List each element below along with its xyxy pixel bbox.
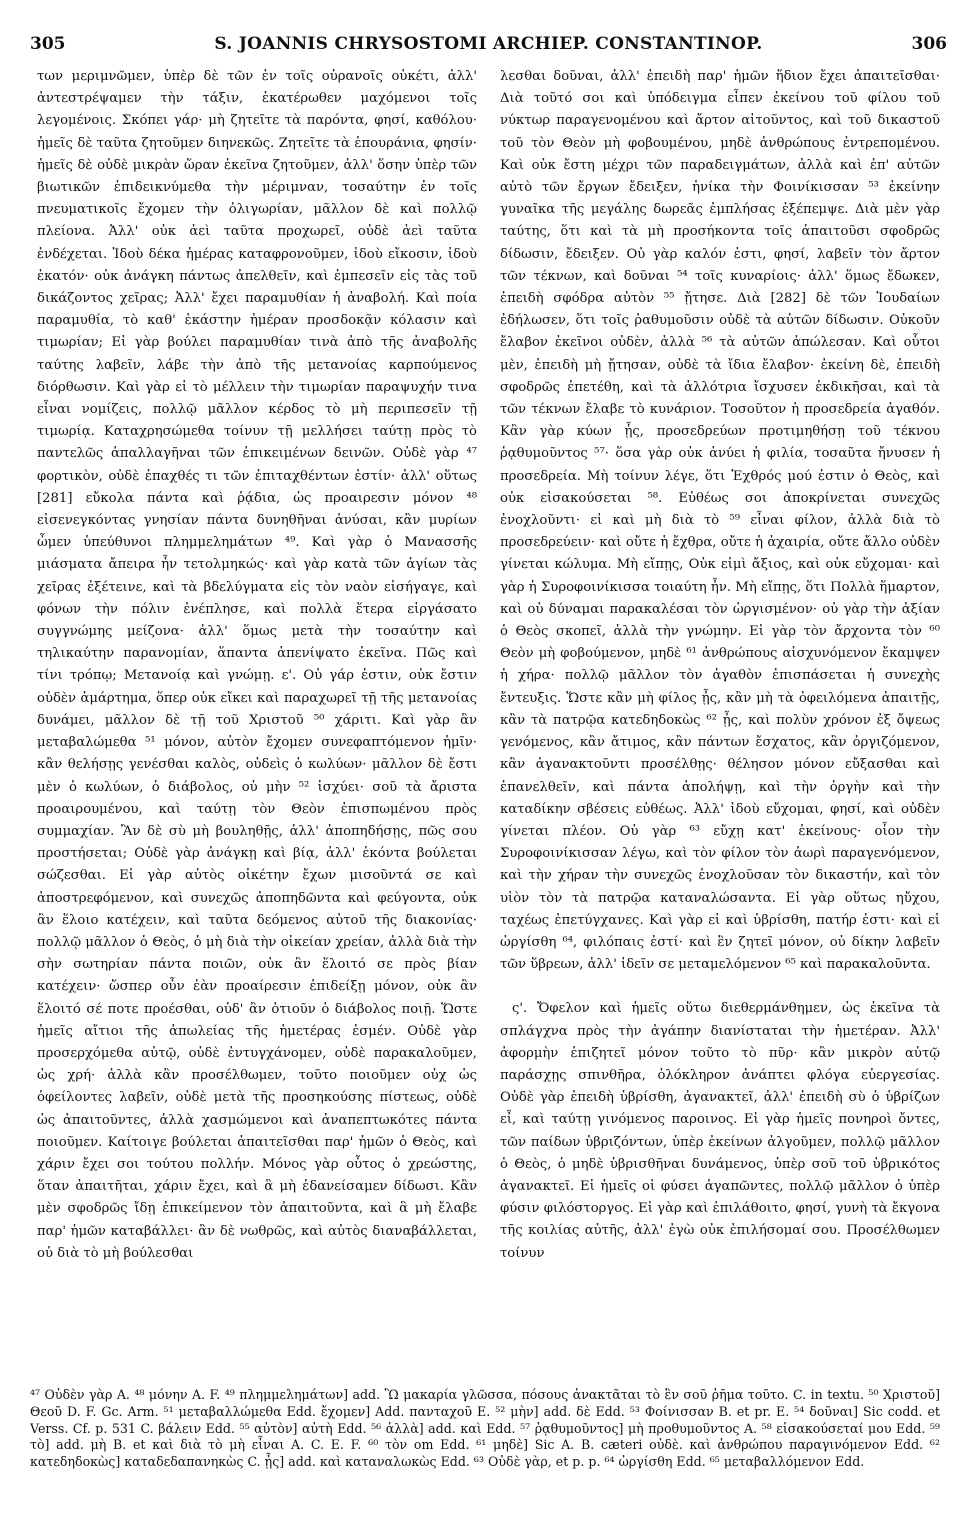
right-text-column (500, 66, 940, 1383)
footnotes-text: ⁴⁷ Οὐδὲν γὰρ A. ⁴⁸ μόνην A. F. ⁴⁹ πλημμελημάτων] add. Ὢ μακαρία γλῶσσα, πόσους ἀνακτᾶται τὸ ἓν σοῦ ῥῆμα τοῦτο. C. in textu. ⁵⁰ Χριστοῦ] Θεοῦ D. F. Gc. Arm. ⁵¹ μεταβαλλώμεθα Edd. ἔχομεν] Add. πανταχοῦ E. ⁵² μὴν] add. δὲ Edd. ⁵³ Φοίνισσαν B. et pr. E. ⁵⁴ δοῦναι] Sic codd. et Verss. Cf. p. 531 C. βάλειν Edd. ⁵⁵ αὐτὸν] αὐτὴ Edd. ⁵⁶ ἀλλὰ] add. καὶ Edd. ⁵⁷ ῥᾳθυμοῦντος] μὴ προθυμοῦντος A. ⁵⁸ εἰσακούσεταί μου Edd. ⁵⁹ τὸ] add. μὴ B. et καὶ διὰ τὸ μὴ εἶναι A. C. E. F. ⁶⁰ τὸν om Edd. ⁶¹ μηδὲ] Sic A. B. cæteri οὐδὲ. καὶ ἀνθρώπου παραγινόμενον Edd. ⁶² κατεδηδοκὼς] καταδεδαπανηκὼς C. ᾖς] add. καὶ καταναλωκὼς Edd. ⁶³ Οὐδὲ γὰρ, et p. p. ⁶⁴ ὠργίσθη Edd. ⁶⁵ μεταβαλλόμενον Edd. (30, 1387, 940, 1470)
right-column-text: λεσθαι δοῦναι, ἀλλ' ἐπειδὴ παρ' ἡμῶν ἥδιον ἔχει ἀπαιτεῖσθαι· Διὰ τοῦτό σοι καὶ ὑπόδειγμα εἶπεν ἐκείνου τοῦ φίλου τοῦ νύκτωρ παραγενομένου καὶ ἄρτον αἰτοῦντος, καὶ τοῦ δικαστοῦ τοῦ τὸν Θεὸν μὴ φοβουμένου, μηδὲ ἀνθρώπους ἐντρεπομένου. Καὶ οὐκ ἔστη μέχρι τῶν παραδειγμάτων, ἀλλὰ καὶ ἐπ' αὐτῶν αὐτὸ τῶν ἔργων ἔδειξεν, ἡνίκα τὴν Φοινίκισσαν ⁵³ ἐκείνην γυναῖκα τῆς μεγάλης δωρεᾶς ἐμπλήσας ἐξέπεμψε. Διὰ μὲν γὰρ ταύτης, ὅτι καὶ τὰ μὴ προσήκοντα τοῖς ἀπαιτοῦσι σφοδρῶς δίδωσιν, ἔδειξεν. Οὐ γὰρ καλόν ἐστι, φησί, λαβεῖν τὸν ἄρτον τῶν τέκνων, καὶ δοῦναι ⁵⁴ τοῖς κυναρίοις· ἀλλ' ὅμως ἔδωκεν, ἐπειδὴ σφόδρα αὐτὸν ⁵⁵ ᾔτησε. Διὰ [282] δὲ τῶν Ἰουδαίων ἐδήλωσεν, ὅτι τοῖς ῥαθυμοῦσιν οὐδὲ τὰ αὐτῶν δίδωσιν. Οὐκοῦν ἔλαβον ἐκεῖνοι οὐδὲν, ἀλλὰ ⁵⁶ τὰ αὐτῶν ἀπώλεσαν. Καὶ οὗτοι μὲν, ἐπειδὴ μὴ ᾔτησαν, οὐδὲ τὰ ἴδια ἔλαβον· ἐκείνη δὲ, ἐπειδὴ σφοδρῶς ἐπετέθη, καὶ τὰ ἀλλότρια ἴσχυσεν ἐκδικῆσαι, καὶ τὰ τῶν τέκνων ἔλαβε τὸ κυνάριον. Τοσοῦτον ἡ προσεδρεία ἀγαθόν. Κἂν γὰρ κύων ᾖς, προσεδρεύων προτιμηθήσῃ τοῦ τέκνου ῥᾳθυμοῦντος ⁵⁷· ὅσα γὰρ οὐκ ἀνύει ἡ φιλία, τοσαῦτα ἤνυσεν ἡ προσεδρεία. Μὴ τοίνυν λέγε, ὅτι Ἐχθρός μού ἐστιν ὁ Θεὸς, καὶ οὐκ εἰσακούσεται ⁵⁸. Εὐθέως σοι ἀποκρίνεται συνεχῶς ἐνοχλοῦντι· εἰ καὶ μὴ διὰ τὸ ⁵⁹ εἶναι φίλον, ἀλλὰ διὰ τὸ προσεδρεύειν· καὶ οὔτε ἡ ἔχθρα, οὔτε ἡ ἀχαιρία, οὔτε ἄλλο οὐδὲν γίνεται κώλυμα. Μὴ εἴπῃς, Οὐκ εἰμὶ ἄξιος, καὶ οὐκ εὔχομαι· καὶ γὰρ ἡ Συροφοινίκισσα τοιαύτη ἦν. Μὴ εἴπῃς, ὅτι Πολλὰ ἥμαρτον, καὶ οὐ δύναμαι παρακαλέσαι τὸν ὠργισμένον· οὐ γὰρ τὴν ἀξίαν ὁ Θεὸς σκοπεῖ, ἀλλὰ τὴν γνώμην. Εἰ γὰρ τὸν ἄρχοντα τὸν ⁶⁰ Θεὸν μὴ φοβούμενον, μηδὲ ⁶¹ ἀνθρώπους αἰσχυνόμενον ἔκαμψεν ἡ χήρα· πολλῷ μᾶλλον τὸν ἀγαθὸν ἐπισπάσεται ἡ συνεχὴς ἔντευξις. Ὥστε κἂν μὴ φίλος ᾖς, κἂν μὴ τὰ ὀφειλόμενα ἀπαιτῇς, κἂν τὰ πατρῷα κατεδηδοκὼς ⁶² ᾖς, καὶ πολὺν χρόνον ἐξ ὄψεως γενόμενος, κἂν ἄτιμος, κἂν πάντων ἔσχατος, κἂν ὀργιζόμενον, κἂν ἀγανακτοῦντι προσέλθῃς· θέλησον μόνον εὔξασθαι καὶ ἐπανελθεῖν, καὶ πάντα ἀπολήψῃ, καὶ τὴν ὀργὴν καὶ τὴν καταδίκην σβέσεις εὐθέως. Ἀλλ' ἰδοὺ εὔχομαι, φησί, καὶ οὐδὲν γίνεται πλέον. Οὐ γὰρ ⁶³ εὔχῃ κατ' ἐκείνους· οἷον τὴν Συροφοινίκισσαν λέγω, καὶ τὸν φίλον τὸν ἀωρὶ παραγενόμενον, καὶ τὴν χήραν τὴν συνεχῶς ἐνοχλοῦσαν τὸν δικαστήν, καὶ τὸν υἱὸν τὸν τὰ πατρῷα καταναλώσαντα. Εἰ γὰρ οὕτως ηὔχου, ταχέως ἐπετύγχανες. Καὶ γὰρ εἰ καὶ ὑβρίσθη, πατήρ ἐστι· καὶ εἰ ὠργίσθη ⁶⁴, φιλόπαις ἐστί· καὶ ἓν ζητεῖ μόνον, οὐ δίκην λαβεῖν τῶν ὕβρεων, ἀλλ' ἰδεῖν σε μεταμελόμενον ⁶⁵ καὶ παρακαλοῦντα. (500, 69, 940, 973)
page-number-right: 306 (911, 34, 947, 54)
page-number-left: 305 (30, 34, 66, 54)
running-title: S. JOANNIS CHRYSOSTOMI ARCHIEP. CONSTANTINOP. (214, 34, 763, 54)
left-text-column (37, 66, 477, 1383)
running-header (30, 34, 947, 58)
footnotes (30, 1387, 940, 1527)
left-column-text: των μεριμνῶμεν, ὑπὲρ δὲ τῶν ἐν τοῖς οὐρανοῖς οὐκέτι, ἀλλ' ἀντεστρέψαμεν τὴν τάξιν, ἑκατέρωθεν μαχόμενοι τοῖς λεγομένοις. Σκόπει γάρ· μὴ ζητεῖτε τὰ παρόντα, φησί, καθόλου· ἡμεῖς δὲ ταῦτα ζητοῦμεν διηνεκῶς. Ζητεῖτε τὰ ἐπουράνια, φησίν· ἡμεῖς δὲ οὐδὲ μικρὰν ὥραν ἐκεῖνα ζητοῦμεν, ἀλλ' ὅσην ὑπὲρ τῶν βιωτικῶν ἐπιδεικνύμεθα τὴν μέριμναν, τοσαύτην ἐν τοῖς πνευματικοῖς ἔχομεν τὴν ὀλιγωρίαν, μᾶλλον δὲ καὶ πολλῷ πλείονα. Ἀλλ' οὐκ ἀεὶ ταῦτα προχωρεῖ, οὐδὲ ἀεὶ ταῦτα ἐνδέχεται. Ἰδοὺ δέκα ἡμέρας καταφρονοῦμεν, ἰδοὺ εἴκοσιν, ἰδοὺ ἑκατόν· οὐκ ἀνάγκη πάντως ἀπελθεῖν, καὶ ἐμπεσεῖν εἰς τὰς τοῦ δικάζοντος χεῖρας; Ἀλλ' ἔχει παραμυθίαν ἡ ἀναβολή. Καὶ ποία παραμυθία, τὸ καθ' ἑκάστην ἡμέραν προσδοκᾷν κόλασιν καὶ τιμωρίαν; Εἰ γὰρ βούλει παραμυθίαν τινὰ ἀπὸ τῆς ἀναβολῆς ταύτης λαβεῖν, λάβε τὴν ἀπὸ τῆς μετανοίας καρπούμενος διόρθωσιν. Καὶ γὰρ εἰ τὸ μέλλειν τὴν τιμωρίαν παραψυχήν τινα εἶναι νομίζεις, πολλῷ μᾶλλον κέρδος τὸ μὴ περιπεσεῖν τῇ τιμωρίᾳ. Καταχρησώμεθα τοίνυν τῇ μελλήσει ταύτῃ πρὸς τὸ παντελῶς ἀπαλλαγῆναι τῶν ἐπικειμένων δεινῶν. Οὐδὲ γὰρ ⁴⁷ φορτικὸν, οὐδὲ ἐπαχθές τι τῶν ἐπιταχθέντων ἐστίν· ἀλλ' οὕτως [281] εὔκολα πάντα καὶ ῥᾴδια, ὡς προαιρεσιν μόνον ⁴⁸ εἰσενεγκόντας γνησίαν πάντα δυνηθῆναι ἀνύσαι, κἂν μυρίων ὦμεν ὑπεύθυνοι πλημμελημάτων ⁴⁹. Καὶ γὰρ ὁ Μανασσῆς μιάσματα ἄπειρα ἦν τετολμηκώς· καὶ γὰρ κατὰ τῶν ἁγίων τὰς χεῖρας ἐξέτεινε, καὶ τὰ βδελύγματα εἰς τὸν ναὸν εἰσήγαγε, καὶ φόνων τὴν πόλιν ἐνέπλησε, καὶ πολλὰ ἕτερα εἰργάσατο συγγνώμης μείζονα· ἀλλ' ὅμως μετὰ τὴν τοσαύτην καὶ τηλικαύτην παρανομίαν, ἅπαντα ἀπενίψατο ἐκεῖνα. Πῶς καὶ τίνι τρόπῳ; Μετανοίᾳ καὶ γνώμῃ. ε'. Οὐ γάρ ἐστιν, οὐκ ἔστιν οὐδὲν ἁμάρτημα, ὅπερ οὐκ εἴκει καὶ παραχωρεῖ τῇ τῆς μετανοίας δυνάμει, μᾶλλον δὲ τῇ τοῦ Χριστοῦ ⁵⁰ χάριτι. Καὶ γὰρ ἂν μεταβαλώμεθα ⁵¹ μόνον, αὐτὸν ἔχομεν συνεφαπτόμενον ἡμῖν· κἂν θελήσῃς γενέσθαι καλὸς, οὐδεὶς ὁ κωλύων· μᾶλλον δὲ ἔστι μὲν ὁ κωλύων, ὁ διάβολος, οὐ μὴν ⁵² ἰσχύει· σοῦ τὰ ἄριστα προαιρουμένου, καὶ ταύτῃ τὸν Θεὸν ἐπισπωμένου πρὸς συμμαχίαν. Ἂν δὲ σὺ μὴ βουληθῇς, ἀλλ' ἀποπηδήσῃς, πῶς σου προστήσεται; Οὐδὲ γὰρ ἀνάγκῃ καὶ βίᾳ, ἀλλ' ἑκόντα βούλεται σώζεσθαι. Εἰ γὰρ αὐτὸς οἰκέτην ἔχων μισοῦντά σε καὶ ἀποστρεφόμενον, καὶ συνεχῶς ἀποπηδῶντα καὶ φεύγοντα, οὐκ ἂν ἕλοιο κατέχειν, καὶ ταῦτα δεόμενος αὐτοῦ τῆς διακονίας· πολλῷ μᾶλλον ὁ Θεὸς, ὁ μὴ διὰ τὴν οἰκείαν χρείαν, ἀλλὰ διὰ τὴν σὴν σωτηρίαν πάντα ποιῶν, οὐκ ἂν ἕλοιτό σε πρὸς βίαν κατέχειν· ὥσπερ οὖν ἐὰν προαίρεσιν ἐπιδείξῃ μόνον, οὐκ ἂν ἕλοιτό σέ ποτε προέσθαι, οὐδ' ἂν ὁτιοῦν ὁ διάβολος ποιῇ. Ὥστε ἡμεῖς αἴτιοι τῆς ἀπωλείας τῆς ἡμετέρας ἐσμέν. Οὐδὲ γὰρ προσερχόμεθα αὐτῷ, οὐδὲ ἐντυγχάνομεν, οὐδὲ παρακαλοῦμεν, ὡς χρή· ἀλλὰ κἂν προσέλθωμεν, τοῦτο ποιοῦμεν οὐχ ὡς ὀφείλοντες λαβεῖν, οὐδὲ μετὰ τῆς προσηκούσης πίστεως, οὐδὲ ὡς ἀπαιτοῦντες, ἀλλὰ χασμώμενοι καὶ ἀναπεπτωκότες πάντα ποιοῦμεν. Καίτοιγε βούλεται ἀπαιτεῖσθαι παρ' ἡμῶν ὁ Θεὸς, καὶ χάριν ἔχει σοι τούτου πολλήν. Μόνος γὰρ οὗτος ὁ χρεώστης, ὅταν ἀπαιτῆται, χάριν ἔχει, καὶ ἃ μὴ ἐδανείσαμεν δίδωσι. Κἂν μὲν σφοδρῶς ἴδῃ ἐπικείμενον τὸν ἀπαιτοῦντα, καὶ ἃ μὴ ἔλαβε παρ' ἡμῶν καταβάλλει· ἂν δὲ νωθρῶς, καὶ αὐτὸς διαναβάλλεται, οὐ διὰ τὸ μὴ βούλεσθαι (37, 69, 477, 1261)
right-column-section-6: ς'. Ὄφελον καὶ ἡμεῖς οὕτω διεθερμάνθημεν, ὡς ἐκεῖνα τὰ σπλάγχνα πρὸς τὴν ἀγάπην διανίσταται τὴν ἡμετέραν. Ἀλλ' ἀφορμὴν ἐπιζητεῖ μόνον τοῦτο τὸ πῦρ· κἂν μικρὸν αὐτῷ παράσχῃς σπινθῆρα, ὁλόκληρον ἀνάπτει φλόγα εὐεργεσίας. Οὐδὲ γὰρ ἐπειδὴ ὑβρίσθη, ἀγανακτεῖ, ἀλλ' ἐπειδὴ σὺ ὁ ὑβρίζων εἶ, καὶ ταύτῃ γινόμενος παροινος. Εἰ γὰρ ἡμεῖς πονηροὶ ὄντες, τῶν παίδων ὑβριζόντων, ὑπὲρ ἐκείνων ἀλγοῦμεν, πολλῷ μᾶλλον ὁ Θεὸς, ὁ μηδὲ ὑβρισθῆναι δυνάμενος, ὑπὲρ σοῦ τοῦ ὑβρικότος ἀγανακτεῖ. Εἰ ἡμεῖς οἱ φύσει ἀγαπῶντες, πολλῷ μᾶλλον ὁ ὑπὲρ φύσιν φιλόστοργος. Εἰ γὰρ καὶ ἐπιλάθοιτο, φησί, γυνὴ τὰ ἔκγονα τῆς κοιλίας αὐτῆς, ἀλλ' ἐγὼ οὐκ ἐπιλήσομαί σου. Προσέλθωμεν τοίνυν (500, 1001, 940, 1261)
